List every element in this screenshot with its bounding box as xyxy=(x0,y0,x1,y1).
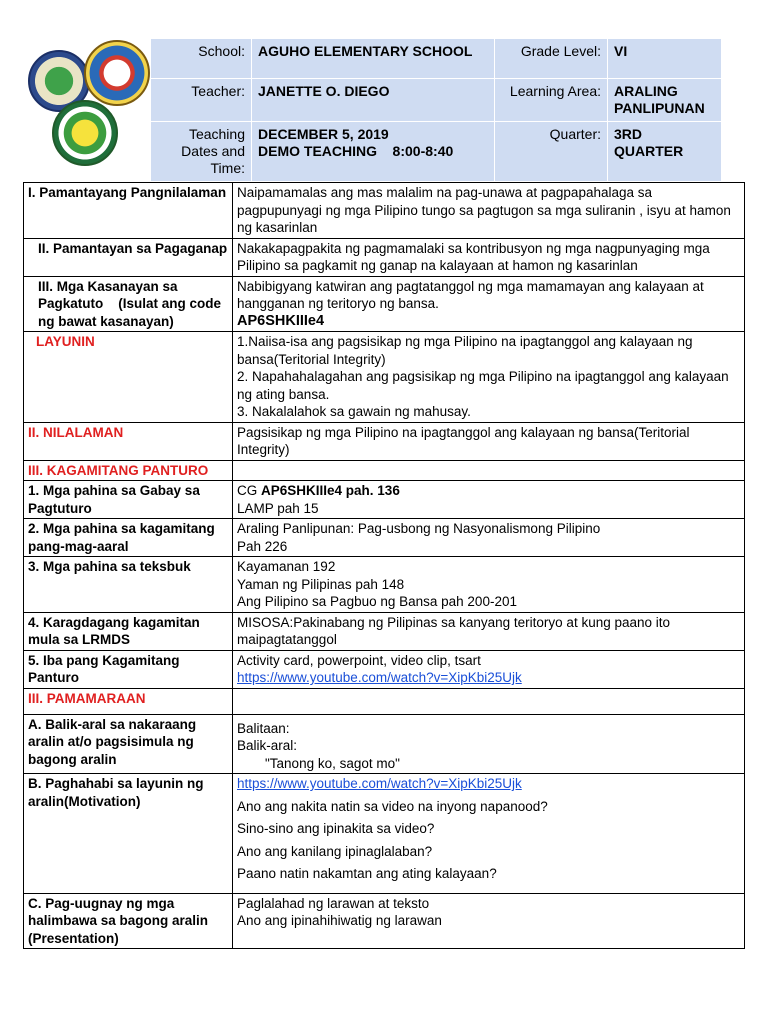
row-content xyxy=(233,460,745,481)
school-seals xyxy=(22,36,152,166)
row-label: II. NILALAMAN xyxy=(24,422,233,460)
table-row xyxy=(24,612,745,650)
row-label: LAYUNIN xyxy=(24,332,233,423)
row-label: III. Mga Kasanayan sa Pagkatuto (Isulat ang code ng bawat kasanayan) xyxy=(24,276,233,332)
teaching-time: DEMO TEACHING 8:00-8:40 xyxy=(258,143,454,159)
table-row xyxy=(24,183,745,239)
table-row xyxy=(24,714,745,774)
school-label: School: xyxy=(151,39,252,79)
row-label: III. PAMAMARAAN xyxy=(24,688,233,714)
learning-area-value: ARALING PANLIPUNAN xyxy=(608,79,722,122)
table-row xyxy=(24,774,745,894)
motivation-question: Ano ang kanilang ipinaglalaban? xyxy=(237,843,433,859)
guide-prefix: CG xyxy=(237,483,262,498)
teaching-dates-label: Teaching Dates and Time: xyxy=(151,122,252,182)
lesson-plan-table xyxy=(23,182,745,949)
row-label: 4. Karagdagang kagamitan mula sa LRMDS xyxy=(24,612,233,650)
table-row xyxy=(24,688,745,714)
table-row xyxy=(24,519,745,557)
table-row xyxy=(24,276,745,332)
row-content: Nakakapagpakita ng pagmamalaki sa kontribusyon ng mga nagpunyaging mga Pilipino sa pagkamit ng ganap na kalayaan at hamon ng kasarinlan xyxy=(233,238,745,276)
table-row xyxy=(24,238,745,276)
learner-page: Pah 226 xyxy=(237,538,288,554)
competency-code: AP6SHKIIIe4 xyxy=(237,312,325,329)
motivation-video-link[interactable]: https://www.youtube.com/watch?v=XipKbi25Ujk xyxy=(237,776,522,791)
row-content: Naipamamalas ang mas malalim na pag-unawa at pagpapahalaga sa pagpupunyagi ng mga Pilipino tungo sa pagtugon sa mga suliranin , isyu at hamon ng kasarinlan xyxy=(233,183,745,239)
objective-item: 2. Napahahalagahan ang pagsisikap ng mga Pilipino na ipagtanggol ang kalayaan ng ating bansa. xyxy=(237,369,729,402)
learning-area-label: Learning Area: xyxy=(495,79,608,122)
youtube-link[interactable]: https://www.youtube.com/watch?v=XipKbi25Ujk xyxy=(237,670,522,685)
row-label: C. Pag-uugnay ng mga halimbawa sa bagong aralin (Presentation) xyxy=(24,893,233,949)
row-label: III. KAGAMITANG PANTURO xyxy=(24,460,233,481)
guide-code: AP6SHKIIIe4 pah. 136 xyxy=(261,483,400,498)
textbook-item: Ang Pilipino sa Pagbuo ng Bansa pah 200-201 xyxy=(237,594,517,609)
row-label: I. Pamantayang Pangnilalaman xyxy=(24,183,233,239)
textbook-item: Kayamanan 192 xyxy=(237,559,336,574)
review-activity: "Tanong ko, sagot mo" xyxy=(265,755,400,771)
deped-seal-icon xyxy=(84,40,150,106)
row-label: A. Balik-aral sa nakaraang aralin at/o pagsisimula ng bagong aralin xyxy=(24,714,233,774)
quarter-label: Quarter: xyxy=(495,122,608,182)
row-content xyxy=(233,774,745,894)
teaching-date: DECEMBER 5, 2019 xyxy=(258,126,389,142)
textbook-item: Yaman ng Pilipinas pah 148 xyxy=(237,576,405,592)
row-content xyxy=(233,688,745,714)
quarter-value: 3RD QUARTER xyxy=(608,122,722,182)
row-label: 3. Mga pahina sa teksbuk xyxy=(24,557,233,613)
motivation-question: Ano ang nakita natin sa video na inyong napanood? xyxy=(237,798,548,814)
objective-item: 1.Naiisa-isa ang pagsisikap ng mga Pilipino na ipagtanggol ang kalayaan ng bansa(Teritorial Integrity) xyxy=(237,334,693,367)
row-content xyxy=(233,332,745,423)
lamp-pages: LAMP pah 15 xyxy=(237,500,319,516)
row-label: II. Pamantayan sa Pagaganap xyxy=(24,238,233,276)
balik-aral-label: Balik-aral: xyxy=(237,738,298,753)
school-logo-icon xyxy=(52,100,118,166)
competency-text: Nabibigyang katwiran ang pagtatanggol ng mga mamamayan ang kalayaan at hangganan ng teritoryo ng bansa. xyxy=(237,278,704,311)
row-label: 5. Iba pang Kagamitang Panturo xyxy=(24,650,233,688)
presentation-question: Ano ang ipinahihiwatig ng larawan xyxy=(237,913,442,928)
grade-level-label: Grade Level: xyxy=(495,39,608,79)
row-label: B. Paghahabi sa layunin ng aralin(Motivation) xyxy=(24,774,233,894)
header-info-table xyxy=(150,38,722,182)
school-value: AGUHO ELEMENTARY SCHOOL xyxy=(252,39,495,79)
table-row xyxy=(24,650,745,688)
table-row xyxy=(24,332,745,423)
row-content xyxy=(233,893,745,949)
learner-material: Araling Panlipunan: Pag-usbong ng Nasyonalismong Pilipino xyxy=(237,521,601,536)
balitaan-label: Balitaan: xyxy=(237,720,290,736)
teacher-label: Teacher: xyxy=(151,79,252,122)
row-content xyxy=(233,519,745,557)
row-label: 1. Mga pahina sa Gabay sa Pagtuturo xyxy=(24,481,233,519)
row-content: Pagsisikap ng mga Pilipino na ipagtanggol ang kalayaan ng bansa(Teritorial Integrity) xyxy=(233,422,745,460)
row-content xyxy=(233,714,745,774)
row-content xyxy=(233,650,745,688)
row-content: MISOSA:Pakinabang ng Pilipinas sa kanyang teritoryo at kung paano ito maipagtatanggol xyxy=(233,612,745,650)
teaching-dates-value xyxy=(252,122,495,182)
teacher-value: JANETTE O. DIEGO xyxy=(252,79,495,122)
table-row xyxy=(24,557,745,613)
motivation-question: Sino-sino ang ipinakita sa video? xyxy=(237,821,435,836)
table-row xyxy=(24,422,745,460)
grade-level-value: VI xyxy=(608,39,722,79)
motivation-question: Paano natin nakamtan ang ating kalayaan? xyxy=(237,866,497,881)
row-content xyxy=(233,557,745,613)
row-content xyxy=(233,276,745,332)
row-label: 2. Mga pahina sa kagamitang pang-mag-aaral xyxy=(24,519,233,557)
objective-item: 3. Nakalalahok sa gawain ng mahusay. xyxy=(237,404,471,419)
materials-list: Activity card, powerpoint, video clip, tsart xyxy=(237,652,481,668)
table-row xyxy=(24,893,745,949)
table-row xyxy=(24,460,745,481)
guide-pages xyxy=(237,482,740,500)
row-content xyxy=(233,481,745,519)
presentation-text: Paglalahad ng larawan at teksto xyxy=(237,895,430,911)
table-row xyxy=(24,481,745,519)
